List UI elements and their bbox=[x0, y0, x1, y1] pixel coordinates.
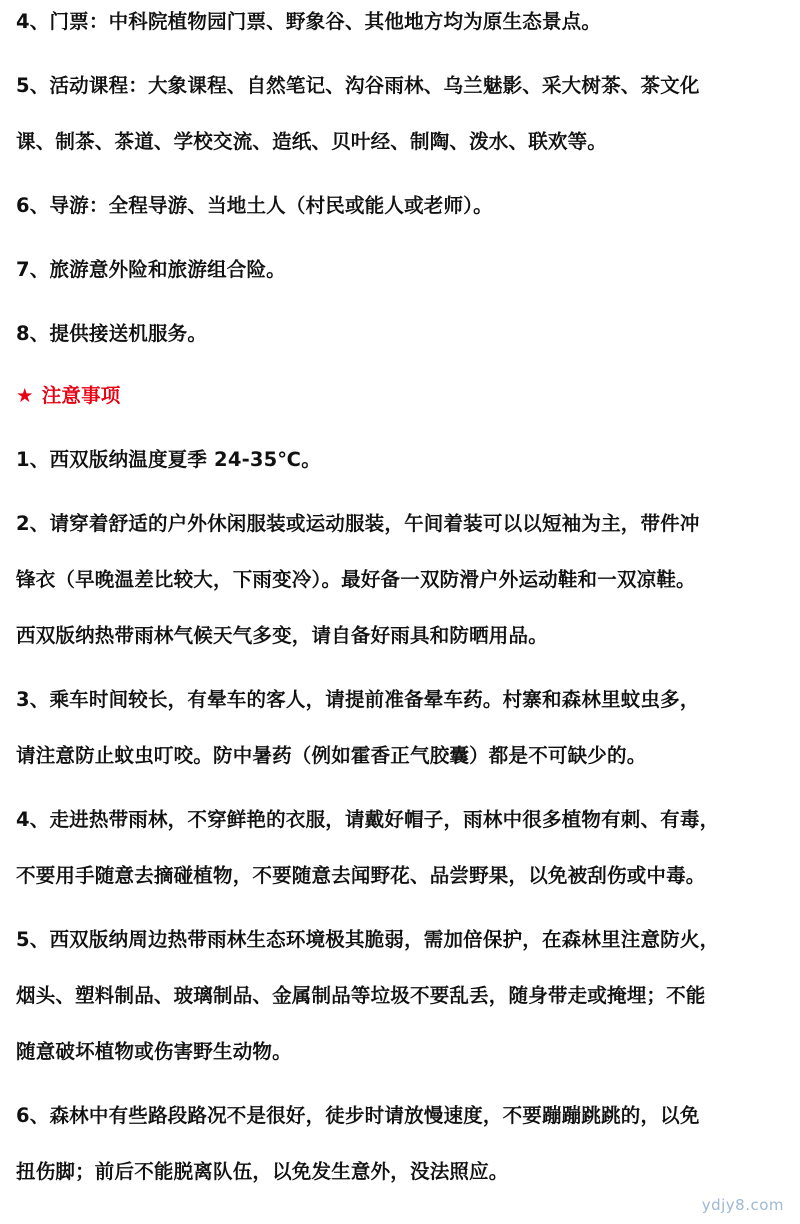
star-icon: ★ bbox=[16, 384, 34, 407]
note-item-trail-cont: 扭伤脚；前后不能脱离队伍，以免发生意外，没法照应。 bbox=[16, 1160, 509, 1183]
note-item-travel-cont: 请注意防止蚊虫叮咬。防中暑药（例如霍香正气胶囊）都是不可缺少的。 bbox=[16, 744, 647, 767]
note-item-ecology-cont: 烟头、塑料制品、玻璃制品、金属制品等垃圾不要乱丢，随身带走或掩埋；不能 bbox=[16, 984, 706, 1007]
list-item-tickets: 4、门票：中科院植物园门票、野象谷、其他地方均为原生态景点。 bbox=[16, 10, 602, 33]
note-item-travel: 3、乘车时间较长，有晕车的客人，请提前准备晕车药。村寨和森林里蚊虫多， bbox=[16, 688, 700, 711]
note-item-clothing-cont2: 西双版纳热带雨林气候天气多变，请自备好雨具和防晒用品。 bbox=[16, 624, 548, 647]
list-item-courses-cont: 课、制茶、茶道、学校交流、造纸、贝叶经、制陶、泼水、联欢等。 bbox=[16, 130, 608, 153]
note-item-ecology: 5、西双版纳周边热带雨林生态环境极其脆弱，需加倍保护，在森林里注意防火， bbox=[16, 928, 720, 951]
note-item-ecology-cont2: 随意破坏植物或伤害野生动物。 bbox=[16, 1040, 292, 1063]
note-item-clothing-cont: 锋衣（早晚温差比较大，下雨变冷）。最好备一双防滑户外运动鞋和一双凉鞋。 bbox=[16, 568, 696, 591]
list-item-insurance: 7、旅游意外险和旅游组合险。 bbox=[16, 258, 286, 281]
list-item-airport: 8、提供接送机服务。 bbox=[16, 322, 208, 345]
list-item-guide: 6、导游：全程导游、当地土人（村民或能人或老师）。 bbox=[16, 194, 493, 217]
note-item-temperature: 1、西双版纳温度夏季 24-35℃。 bbox=[16, 448, 321, 471]
note-item-trail: 6、森林中有些路段路况不是很好，徒步时请放慢速度，不要蹦蹦跳跳的，以免 bbox=[16, 1104, 700, 1127]
watermark: ydjy8.com bbox=[701, 1196, 784, 1214]
note-item-rainforest: 4、走进热带雨林，不穿鲜艳的衣服，请戴好帽子，雨林中很多植物有刺、有毒， bbox=[16, 808, 720, 831]
section-heading-notes bbox=[16, 382, 786, 410]
section-heading-label: 注意事项 bbox=[41, 384, 121, 407]
list-item-courses: 5、活动课程：大象课程、自然笔记、沟谷雨林、乌兰魅影、采大树茶、茶文化 bbox=[16, 74, 700, 97]
note-item-rainforest-cont: 不要用手随意去摘碰植物，不要随意去闻野花、品尝野果，以免被刮伤或中毒。 bbox=[16, 864, 706, 887]
note-item-clothing: 2、请穿着舒适的户外休闲服装或运动服装，午间着装可以以短袖为主，带件冲 bbox=[16, 512, 700, 535]
